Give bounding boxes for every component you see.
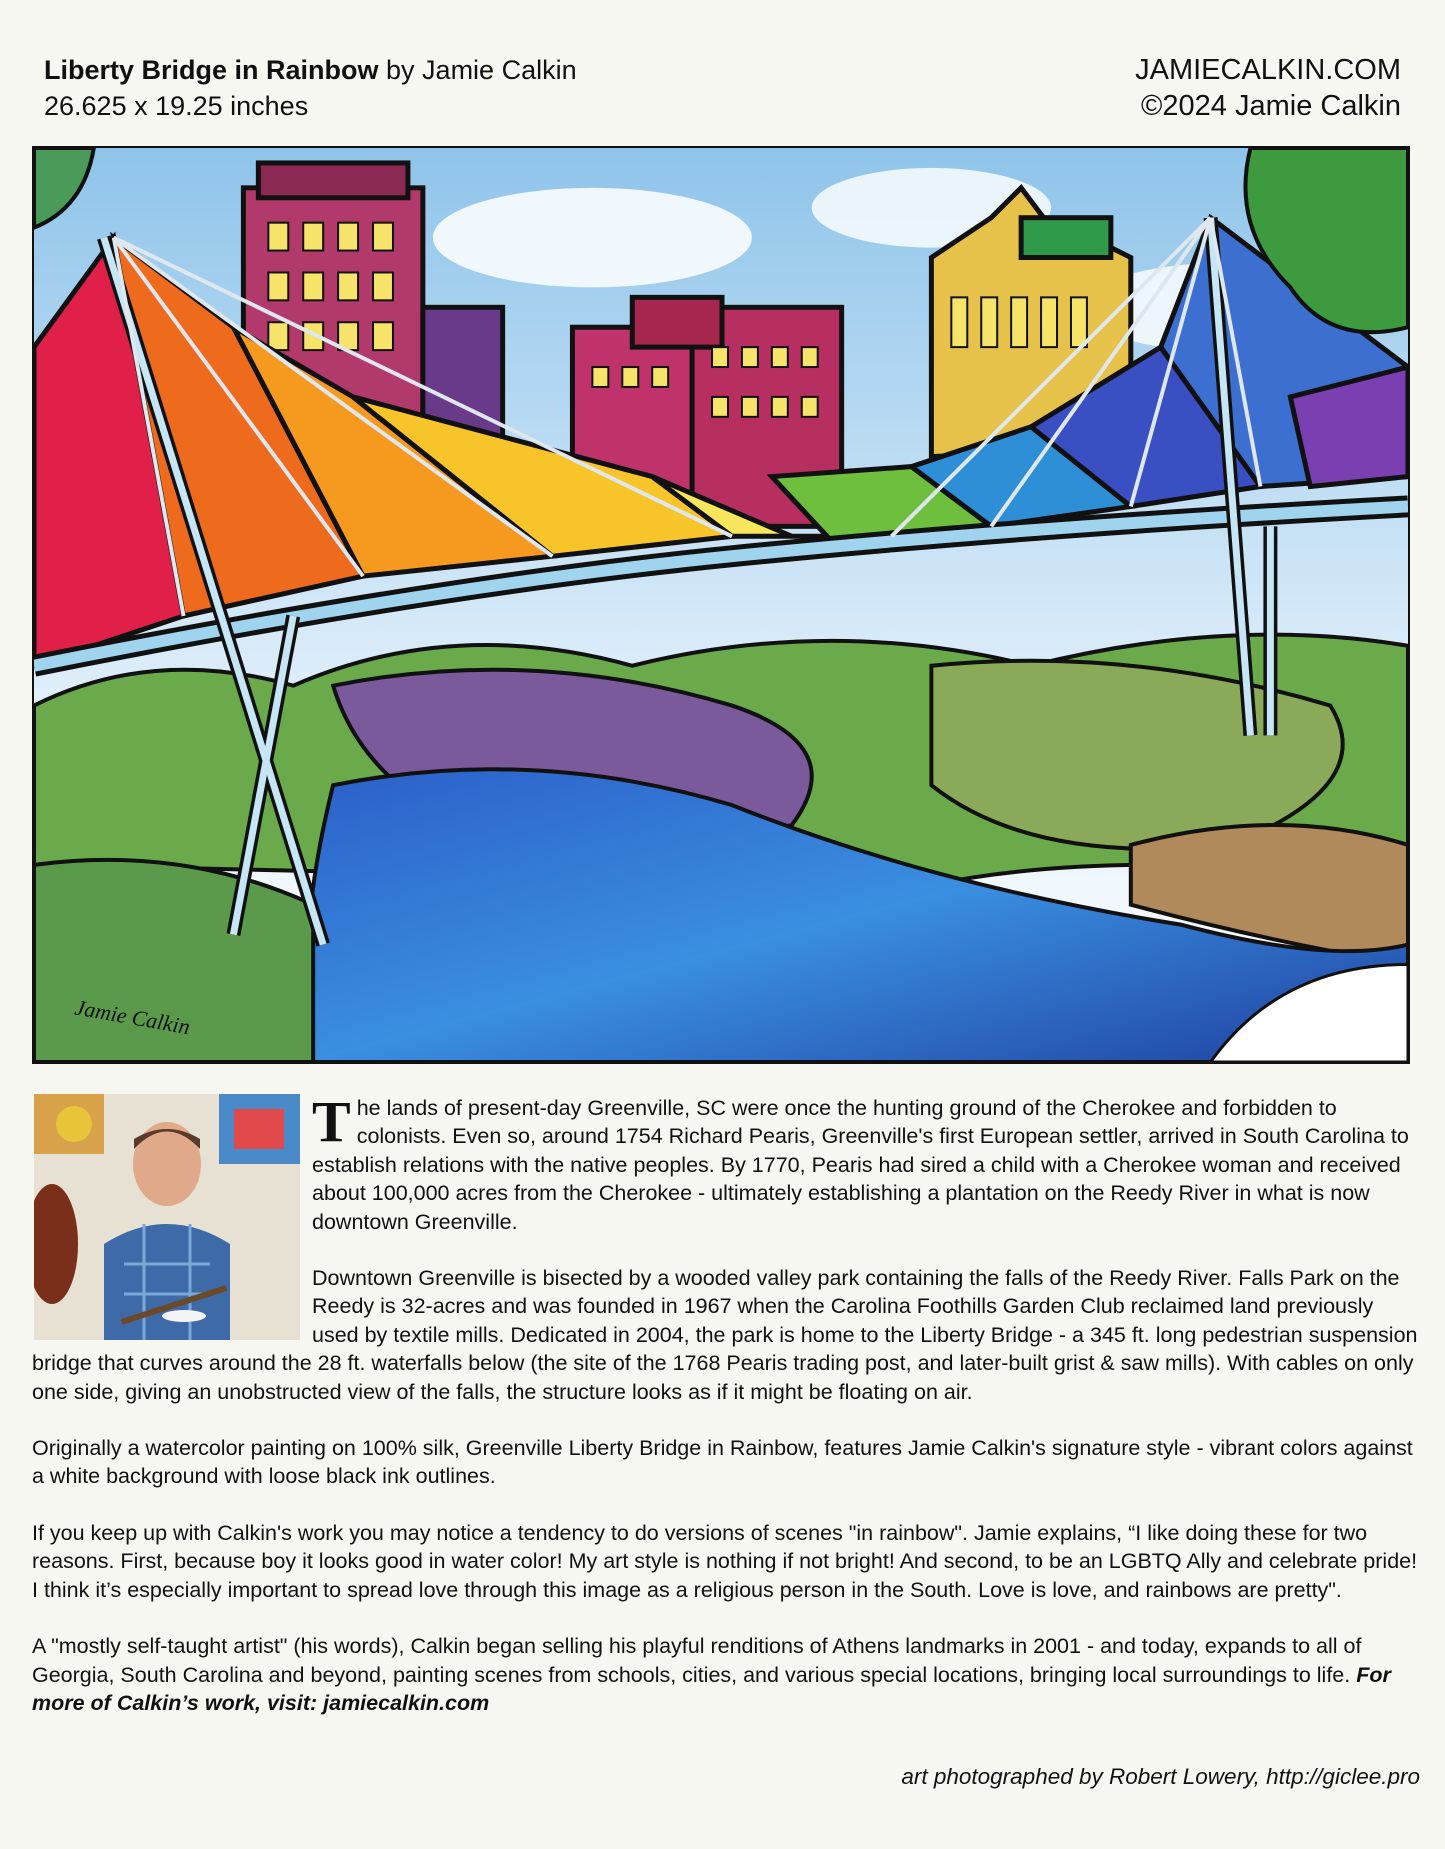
article-paragraph-2: Downtown Greenville is bisected by a wooded valley park containing the falls of the Reedy River. Falls Park on the Reedy is 32-acres and was founded in 1967 when the Carolina Foothills Garden Club reclaimed land previously used by textile mills. Dedicated in 2004, the park is home to the Liberty Bridge - a 345 ft. long pedestrian suspension bridge that curves around the 28 ft. waterfalls below (the site of the 1768 Pearis trading post, and later-built grist & saw mills). With cables on only one side, giving an unobstructed view of the falls, the structure looks as if it might be floating on air. [32,1266,1418,1404]
article-paragraph-4: If you keep up with Calkin's work you may notice a tendency to do versions of scenes "in rainbow". Jamie explains, “I like doing these for two reasons. First, because boy it looks good in water color! My art style is nothing if not bright! And second, to be an LGBTQ Ally and celebrate pride! I think it’s especially important to spread love through this image as a religious person in the South. Love is love, and rainbows are pretty". [32,1520,1418,1602]
portrait-spacer [32,1094,312,1344]
painting-signature: Jamie Calkin [73,994,192,1040]
article-paragraph-3: Originally a watercolor painting on 100% silk, Greenville Liberty Bridge in Rainbow, features Jamie Calkin's signature style - vibrant colors against a white background with loose black ink outlines. [32,1436,1413,1489]
artist-byline: by Jamie Calkin [378,55,577,85]
photo-credit: art photographed by Robert Lowery, http://giclee.pro [901,1764,1420,1789]
article-body [32,1089,1422,1745]
artwork-dimensions: 26.625 x 19.25 inches [44,91,309,121]
drop-cap: T [312,1089,351,1154]
artwork-title-line [44,52,577,88]
paragraph-5-text: A "mostly self-taught artist" (his words), Calkin began selling his playful renditions of Athens landmarks in 2001 - and today, expands to all of Georgia, South Carolina and beyond, painting scenes from schools, cities, and various special locations, bringing local surroundings to life. [32,1634,1362,1687]
artwork-info [44,52,577,124]
liberty-bridge-painting [34,148,1408,1062]
website-link[interactable]: JAMIECALKIN.COM [1135,54,1401,86]
copyright-notice: ©2024 Jamie Calkin [1141,90,1401,122]
paragraph-1-text: he lands of present-day Greenville, SC were once the hunting ground of the Cherokee and forbidden to colonists. Even so, around 1754 Richard Pearis, Greenville's first European settler, arrived in South Carolina to establish relations with the native peoples. By 1770, Pearis had sired a child with a Cherokee woman and received about 100,000 acres from the Cherokee - ultimately establishing a plantation on the Reedy River in what is now downtown Greenville. [312,1096,1409,1234]
article-paragraph-5 [32,1632,1422,1717]
page-header [44,52,1401,132]
website-callout[interactable]: For more of Calkin’s work, visit: jamiecalkin.com [32,1662,1391,1715]
site-info [1135,52,1401,124]
artwork-title: Liberty Bridge in Rainbow [44,55,379,85]
painting-image [32,146,1410,1064]
